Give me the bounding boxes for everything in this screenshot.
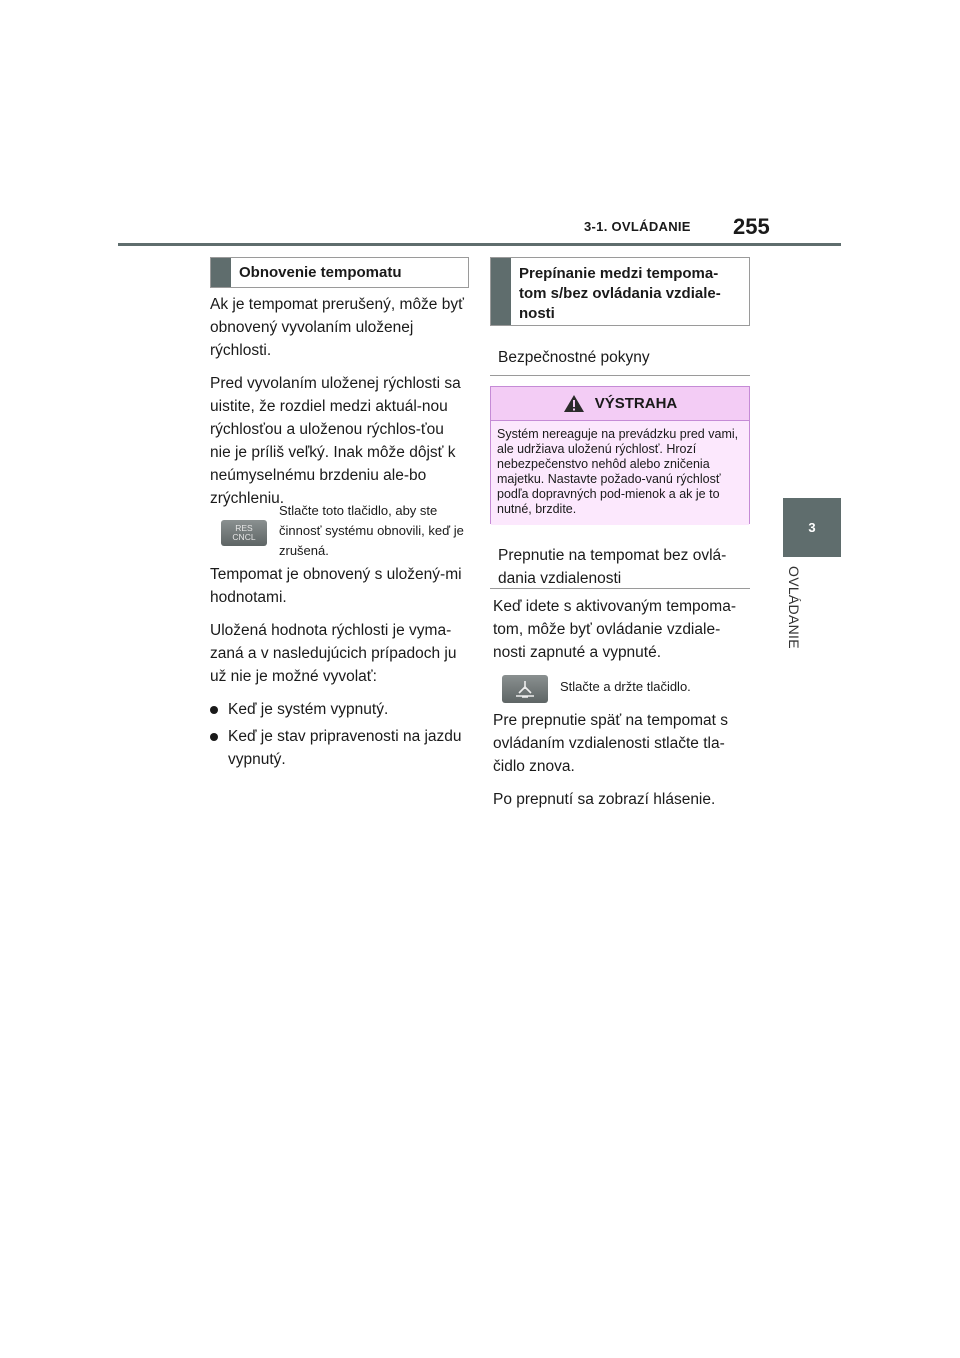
resume-details [210, 563, 468, 775]
list-item [210, 725, 468, 771]
distance-control-caption: Stlačte a držte tlačidlo. [560, 679, 691, 694]
distance-control-symbol [502, 675, 548, 703]
paragraph: Ak je tempomat prerušený, môže byť obnovený vyvolaním uloženej rýchlosti. [210, 296, 464, 359]
list-item-text: Keď je stav pripravenosti na jazdu vypnutý. [228, 728, 462, 768]
paragraph: Tempomat je obnovený s uložený-mi hodnotami. [210, 566, 462, 606]
res-cncl-button-icon [221, 520, 267, 546]
page-number: 255 [733, 214, 770, 239]
section-bar [491, 258, 511, 325]
section-header: 3-1. OVLÁDANIE [584, 219, 691, 234]
switch-section-header [490, 257, 750, 326]
section-bar [211, 258, 231, 287]
paragraph: Uložená hodnota rýchlosti je vyma-zaná a v nasledujúcich prípadoch ju už nie je možné vyvolať: [210, 622, 457, 685]
safety-heading: Bezpečnostné pokyny [490, 342, 750, 376]
button-label-line1: RES [235, 523, 253, 533]
warning-title: VÝSTRAHA [594, 395, 678, 412]
bullet-icon [210, 733, 218, 741]
chapter-label [780, 566, 810, 686]
switch-heading: Prepnutie na tempomat bez ovlá-dania vzdialenosti [490, 540, 750, 589]
switch-intro: Keď idete s aktivovaným tempoma-tom, môže byť ovládanie vzdiale-nosti zapnuté a vypnuté. [493, 598, 736, 661]
paragraph: Pred vyvolaním uloženej rýchlosti sa uistite, že rozdiel medzi aktuál-nou rýchlosťou a uloženou rýchlos-ťou nie je príliš veľký. Inak môže dôjsť k neúmyselnému brzdeniu ale-bo zrýchleniu. [210, 375, 461, 507]
bullet-icon [210, 706, 218, 714]
button-label-line2: CNCL [232, 532, 256, 542]
paragraph: Pre prepnutie späť na tempomat s ovládaním vzdialenosti stlačte tla-čidlo znova. [493, 712, 728, 775]
resume-section-title: Obnovenie tempomatu [239, 264, 402, 281]
warning-triangle-icon [563, 394, 585, 413]
res-cncl-caption: Stlačte toto tlačidlo, aby ste činnosť systému obnovili, keď je zrušená. [279, 503, 464, 558]
warning-title-bar [491, 387, 749, 421]
list-item-text: Keď je systém vypnutý. [228, 701, 389, 718]
resume-intro [210, 293, 468, 520]
list-item [210, 698, 468, 721]
header-rule [118, 243, 841, 246]
warning-box [490, 386, 750, 524]
switch-details [493, 709, 751, 821]
distance-control-icon [502, 675, 548, 703]
switch-section-title: Prepínanie medzi tempoma-tom s/bez ovládania vzdiale-nosti [519, 265, 721, 322]
chapter-tab: 3 [783, 498, 841, 557]
warning-text: Systém nereaguje na prevádzku pred vami, ale udržiava uloženú rýchlosť. Hrozí nebezpečenstvo nehôd alebo zničenia majetku. Nastavte požado-vanú rýchlosť podľa dopravných pod-mienok a ak je to nutné, brzdite. [491, 421, 749, 525]
chapter-label-text: OVLÁDANIE [786, 566, 802, 649]
resume-section-header [210, 257, 469, 288]
paragraph: Po prepnutí sa zobrazí hlásenie. [493, 791, 716, 808]
